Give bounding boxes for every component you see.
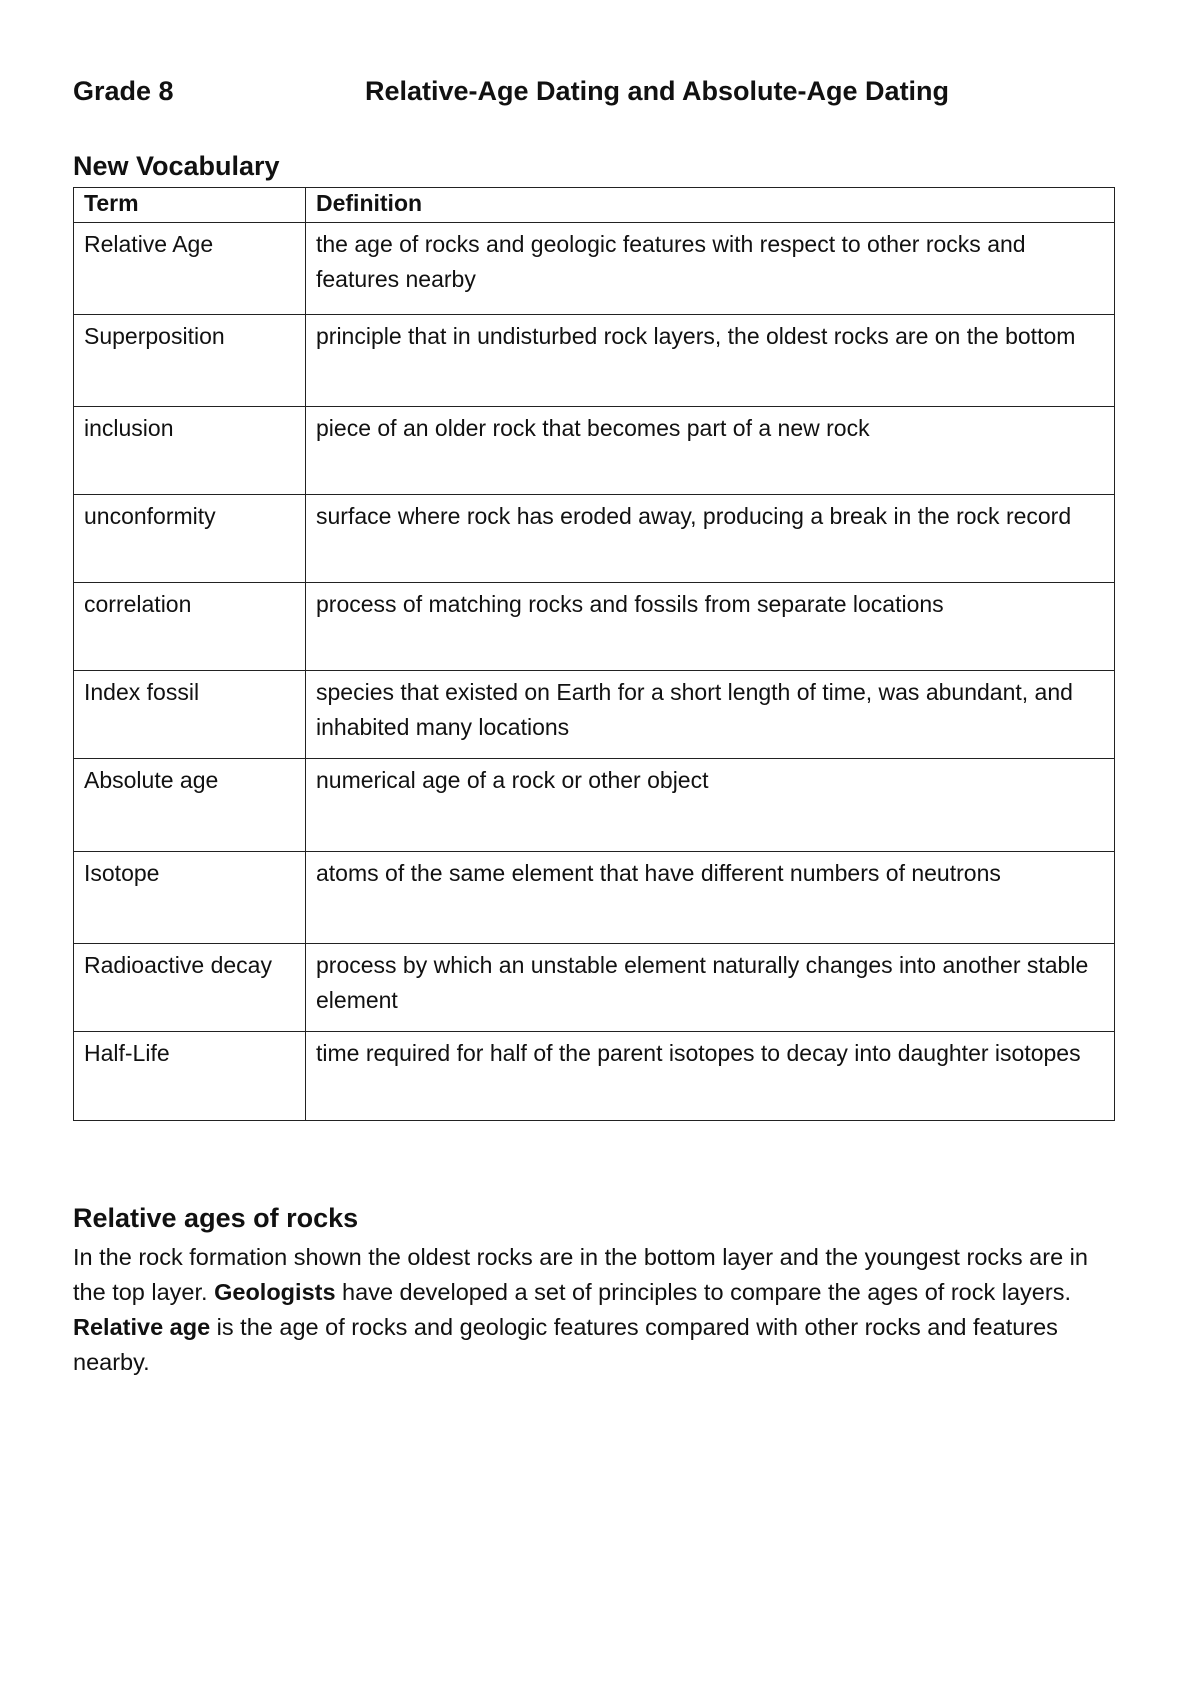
table-row	[74, 671, 1115, 759]
table-row	[74, 495, 1115, 583]
definition-cell: piece of an older rock that becomes part of a new rock	[306, 407, 1115, 495]
table-row	[74, 759, 1115, 852]
definition-cell: numerical age of a rock or other object	[306, 759, 1115, 852]
term-cell: Isotope	[74, 852, 306, 944]
table-header-row	[74, 188, 1115, 223]
term-cell: Index fossil	[74, 671, 306, 759]
term-cell: unconformity	[74, 495, 306, 583]
table-row	[74, 944, 1115, 1032]
table-row	[74, 407, 1115, 495]
table-row	[74, 583, 1115, 671]
table-row	[74, 1032, 1115, 1121]
relative-ages-heading: Relative ages of rocks	[73, 1203, 359, 1233]
document-header	[73, 76, 1113, 116]
definition-cell: the age of rocks and geologic features with respect to other rocks and features nearby	[306, 223, 1115, 315]
definition-cell: principle that in undisturbed rock layers, the oldest rocks are on the bottom	[306, 315, 1115, 407]
paragraph-text: In the rock formation shown the oldest rocks are in the bottom layer and the youngest rocks are in the top layer.	[73, 1244, 1088, 1305]
vocabulary-heading: New Vocabulary	[73, 151, 280, 181]
definition-cell: process by which an unstable element naturally changes into another stable element	[306, 944, 1115, 1032]
document-title: Relative-Age Dating and Absolute-Age Dating	[365, 76, 950, 106]
definition-cell: species that existed on Earth for a short length of time, was abundant, and inhabited many locations	[306, 671, 1115, 759]
grade-label: Grade 8	[73, 76, 174, 106]
relative-ages-paragraph	[73, 1240, 1118, 1380]
term-cell: Half-Life	[74, 1032, 306, 1121]
bold-term-geologists: Geologists	[214, 1279, 336, 1305]
table-row	[74, 852, 1115, 944]
term-cell: inclusion	[74, 407, 306, 495]
term-cell: correlation	[74, 583, 306, 671]
table-row	[74, 223, 1115, 315]
term-cell: Superposition	[74, 315, 306, 407]
paragraph-text: have developed a set of principles to compare the ages of rock layers.	[335, 1279, 1071, 1305]
paragraph-text: is the age of rocks and geologic features compared with other rocks and features nearby.	[73, 1314, 1058, 1375]
column-header-definition: Definition	[306, 188, 1115, 223]
bold-term-relative-age: Relative age	[73, 1314, 211, 1340]
vocabulary-table	[73, 187, 1115, 1121]
term-cell: Radioactive decay	[74, 944, 306, 1032]
definition-cell: process of matching rocks and fossils from separate locations	[306, 583, 1115, 671]
definition-cell: surface where rock has eroded away, producing a break in the rock record	[306, 495, 1115, 583]
term-cell: Absolute age	[74, 759, 306, 852]
column-header-term: Term	[74, 188, 306, 223]
table-row	[74, 315, 1115, 407]
term-cell: Relative Age	[74, 223, 306, 315]
definition-cell: atoms of the same element that have different numbers of neutrons	[306, 852, 1115, 944]
definition-cell: time required for half of the parent isotopes to decay into daughter isotopes	[306, 1032, 1115, 1121]
